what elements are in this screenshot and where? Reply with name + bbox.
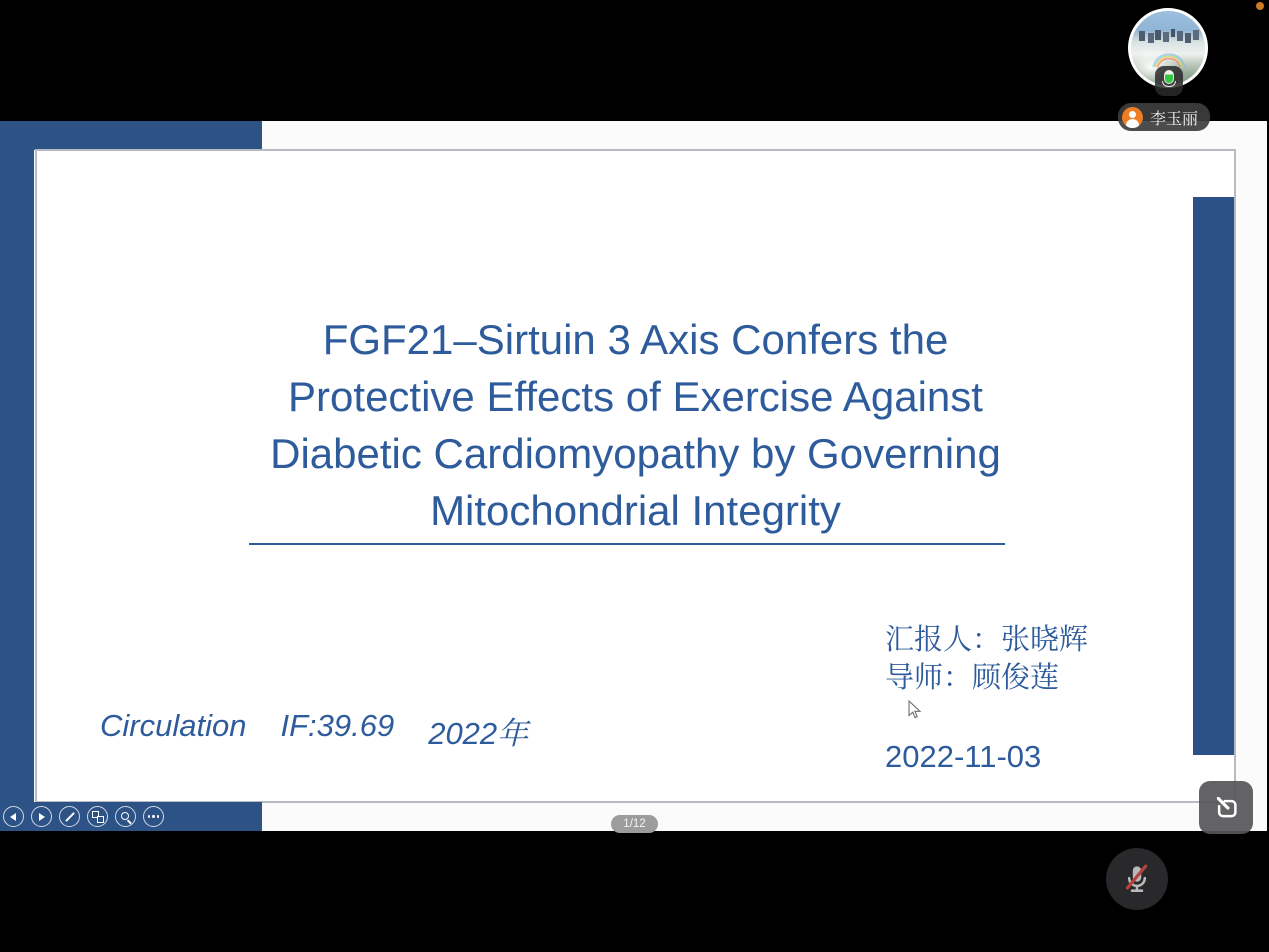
player-chrome-left-band — [0, 121, 34, 831]
slide-title-line3: Diabetic Cardiomyopathy by Governing — [270, 430, 1001, 477]
next-slide-button[interactable] — [31, 806, 52, 827]
slide-date: 2022-11-03 — [885, 739, 1042, 774]
title-underline — [249, 543, 1005, 545]
mic-active-indicator — [1155, 66, 1183, 96]
shared-screen — [0, 121, 1267, 831]
participant-name-tag — [1118, 103, 1210, 131]
previous-slide-button[interactable] — [3, 806, 24, 827]
zoom-button[interactable] — [115, 806, 136, 827]
pencil-square-icon — [1211, 793, 1241, 823]
participant-name: 李玉丽 — [1150, 110, 1199, 128]
notification-dot — [1256, 2, 1264, 10]
pen-button[interactable] — [59, 806, 80, 827]
more-button[interactable] — [143, 806, 164, 827]
pen-icon — [65, 812, 75, 822]
player-toolbar — [0, 802, 262, 831]
avatar-skyline — [1139, 31, 1145, 41]
mouse-cursor — [906, 700, 923, 726]
slide-title — [37, 311, 1234, 539]
slide-title-line4: Mitochondrial Integrity — [430, 487, 841, 534]
avatar-rainbow — [1147, 45, 1191, 67]
magnifier-icon — [120, 811, 132, 823]
journal-name: Circulation — [100, 708, 247, 743]
slide-sorter-icon — [92, 811, 104, 823]
annotate-button[interactable] — [1199, 781, 1253, 834]
advisor-line: 导师：顾俊莲 — [885, 662, 1060, 694]
microphone-muted-button[interactable] — [1106, 848, 1168, 910]
person-icon — [1122, 107, 1143, 128]
presenter-block — [885, 621, 1088, 697]
slide-sorter-button[interactable] — [87, 806, 108, 827]
page-indicator: 1/12 — [611, 815, 658, 833]
presenter-line: 汇报人：张晓辉 — [885, 624, 1089, 656]
player-chrome-top-band — [0, 121, 262, 150]
presentation-slide — [35, 149, 1236, 803]
slide-title-line1: FGF21–Sirtuin 3 Axis Confers the — [322, 316, 949, 363]
mic-arc-icon — [1162, 81, 1176, 87]
next-icon — [39, 813, 45, 821]
journal-impact-factor: IF:39.69 — [280, 708, 395, 743]
microphone-muted-icon — [1119, 861, 1155, 897]
journal-year: 2022年 — [428, 716, 529, 751]
slide-title-line2: Protective Effects of Exercise Against — [288, 373, 983, 420]
journal-line — [100, 708, 528, 753]
ellipsis-icon — [148, 815, 159, 817]
previous-icon — [10, 813, 16, 821]
